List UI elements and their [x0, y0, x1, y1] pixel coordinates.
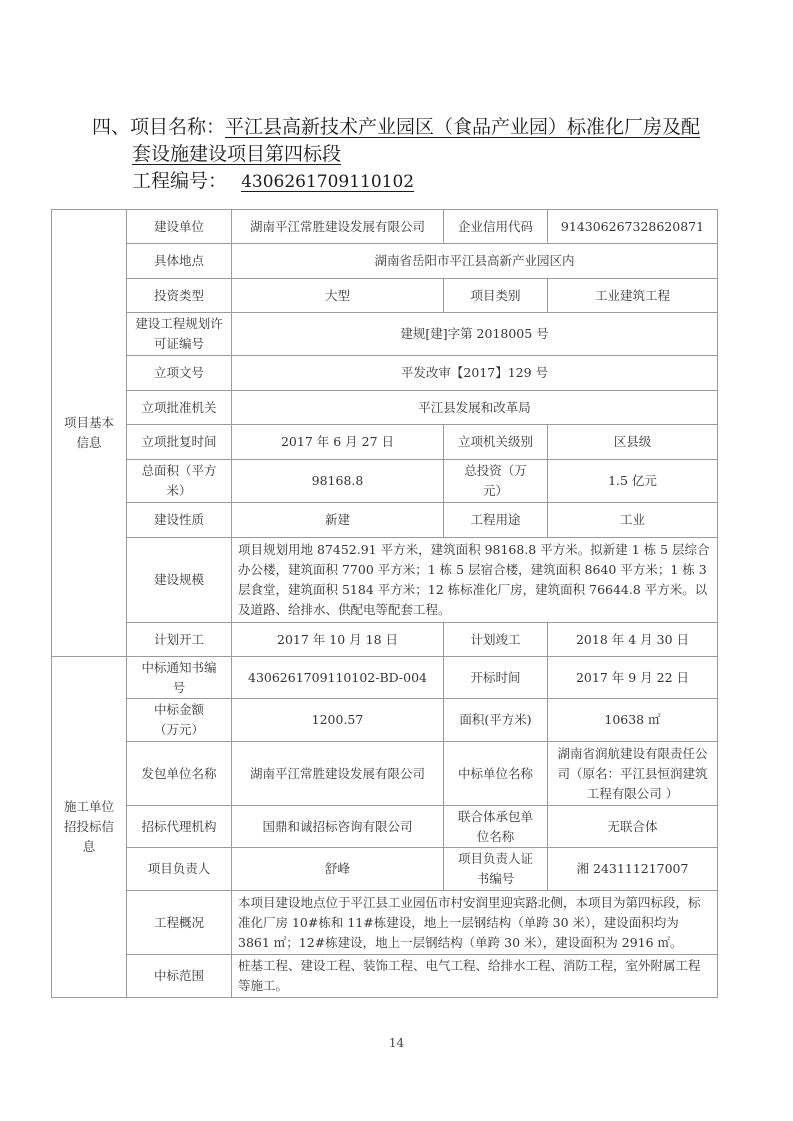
field-label: 项目负责人证书编号: [444, 848, 548, 891]
table-row: [52, 891, 718, 955]
project-code-value: 4306261709110102: [241, 172, 415, 192]
field-label: 项目类别: [444, 279, 548, 313]
field-label: 立项机关级别: [444, 425, 548, 460]
table-row: [52, 210, 718, 244]
field-label: 项目负责人: [127, 848, 232, 891]
table-row: [52, 503, 718, 538]
field-label: 工程概况: [127, 891, 232, 955]
section-title-bidding-info: 施工单位招投标信息: [52, 657, 127, 998]
field-value: 914306267328620871: [548, 210, 718, 244]
field-value: 国鼎和诚招标咨询有限公司: [232, 806, 444, 848]
field-value: 1.5 亿元: [548, 460, 718, 503]
section-title-basic-info: 项目基本信息: [52, 210, 127, 657]
field-value: 湖南省润航建设有限责任公司（原名：平江县恒润建筑工程有限公司 ）: [548, 742, 718, 806]
project-code-label: 工程编号：: [132, 170, 228, 192]
field-label: 面积(平方米): [444, 699, 548, 742]
field-label: 企业信用代码: [444, 210, 548, 244]
field-label: 开标时间: [444, 657, 548, 699]
project-name-line: [92, 114, 712, 141]
field-value: 4306261709110102-BD-004: [232, 657, 444, 699]
field-label: 招标代理机构: [127, 806, 232, 848]
field-label: 计划竣工: [444, 623, 548, 657]
field-value: 湖南平江常胜建设发展有限公司: [232, 742, 444, 806]
table-row: [52, 538, 718, 623]
field-value: 湖南平江常胜建设发展有限公司: [232, 210, 444, 244]
table-row: [52, 391, 718, 425]
page-number: 14: [388, 1036, 405, 1050]
field-label: 立项批准机关: [127, 391, 232, 425]
project-code-line: [92, 168, 712, 196]
field-label: 建设工程规划许可证编号: [127, 313, 232, 356]
field-label: 工程用途: [444, 503, 548, 538]
field-value: 大型: [232, 279, 444, 313]
field-label: 建设性质: [127, 503, 232, 538]
field-label: 投资类型: [127, 279, 232, 313]
field-value: 2017 年 9 月 22 日: [548, 657, 718, 699]
field-label: 中标通知书编号: [127, 657, 232, 699]
field-value: 1200.57: [232, 699, 444, 742]
field-value: 10638 ㎡: [548, 699, 718, 742]
project-name-line-2: [92, 141, 712, 168]
project-info-table: [51, 209, 718, 998]
table-row: [52, 425, 718, 460]
field-value: 98168.8: [232, 460, 444, 503]
field-label: 中标单位名称: [444, 742, 548, 806]
field-label: 中标范围: [127, 955, 232, 998]
field-value-paragraph: 桩基工程、建设工程、装饰工程、电气工程、给排水工程、消防工程，室外附属工程等施工。: [232, 955, 718, 998]
table-row: [52, 623, 718, 657]
field-label: 计划开工: [127, 623, 232, 657]
field-value: 平发改审【2017】129 号: [232, 356, 718, 391]
field-label: 中标金额（万元）: [127, 699, 232, 742]
table-row: [52, 699, 718, 742]
field-value: 舒峰: [232, 848, 444, 891]
field-label: 发包单位名称: [127, 742, 232, 806]
field-value: 2017 年 6 月 27 日: [232, 425, 444, 460]
field-value-paragraph: 项目规划用地 87452.91 平方米，建筑面积 98168.8 平方米。拟新建 1 栋 5 层综合办公楼，建筑面积 7700 平方米；1 栋 5 层宿合楼，建筑面积 8640 平方米；1 栋 3 层食堂，建筑面积 5184 平方米；12 栋标准化厂房，建筑面积 76644.8 平方米。以及道路、给排水、供配电等配套工程。: [232, 538, 718, 623]
project-name-continued: 套设施建设项目第四标段: [132, 143, 342, 165]
field-value: 2018 年 4 月 30 日: [548, 623, 718, 657]
table-row: [52, 244, 718, 279]
field-value: 工业: [548, 503, 718, 538]
table-row: [52, 460, 718, 503]
project-name: 平江县高新技术产业园区（食品产业园）标准化厂房及配: [225, 116, 701, 138]
field-value: 建规[建]字第 2018005 号: [232, 313, 718, 356]
table-row: [52, 356, 718, 391]
field-value: 平江县发展和改革局: [232, 391, 718, 425]
field-value: 工业建筑工程: [548, 279, 718, 313]
field-label: 具体地点: [127, 244, 232, 279]
table-row: [52, 848, 718, 891]
field-value: 湖南省岳阳市平江县高新产业园区内: [232, 244, 718, 279]
field-value: 无联合体: [548, 806, 718, 848]
table-row: [52, 806, 718, 848]
table-row: [52, 955, 718, 998]
field-label: 总投资（万元）: [444, 460, 548, 503]
field-label: 总面积（平方米）: [127, 460, 232, 503]
table-row: [52, 742, 718, 806]
document-heading: [92, 114, 712, 196]
field-value: 新建: [232, 503, 444, 538]
field-value: 湘 243111217007: [548, 848, 718, 891]
field-value-paragraph: 本项目建设地点位于平江县工业园伍市村安润里迎宾路北侧，本项目为第四标段，标准化厂房 10#栋和 11#栋建设，地上一层钢结构（单跨 30 米），建设面积均为 3861 ㎡；12#栋建设，地上一层钢结构（单跨 30 米），建设面积为 2916 ㎡。: [232, 891, 718, 955]
field-value: 区县级: [548, 425, 718, 460]
table-row: [52, 657, 718, 699]
field-label: 建设单位: [127, 210, 232, 244]
field-value: 2017 年 10 月 18 日: [232, 623, 444, 657]
project-name-prefix: 四、项目名称：: [92, 116, 226, 138]
field-label: 建设规模: [127, 538, 232, 623]
table-row: [52, 279, 718, 313]
field-label: 立项文号: [127, 356, 232, 391]
field-label: 联合体承包单位名称: [444, 806, 548, 848]
table-row: [52, 313, 718, 356]
field-label: 立项批复时间: [127, 425, 232, 460]
